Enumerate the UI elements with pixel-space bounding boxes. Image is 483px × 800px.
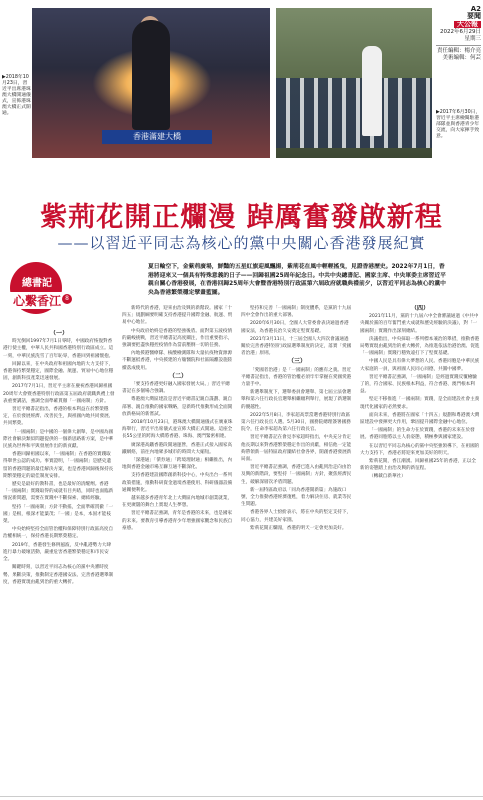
article-paragraph: 關鍵時刻，以習近平同志為核心的黨中央審時度勢、果斷決策，推動制定香港國安法、完善香港選舉制度，香港實現由亂到治的重大轉折。 [3,565,114,585]
page-section: A2 [470,5,481,13]
article-paragraph: 中國人民是具有偉大夢想的人民。香港同胞是中華民族大家庭的一員，與祖國人民同心同德，共圓中國夢。 [360,359,480,372]
article-paragraph: 2020年6月30日，全國人大常委會表決通過香港國安法，為香港長治久安奠定堅實基礎。 [241,321,349,334]
article-paragraph: 新一屆特區政府以「同為香港開新篇」為施政口號，全力推動香港經濟復甦，着力解決住房、就業等民生問題。 [241,487,352,508]
article-paragraph: 決議指出，中央採取一系列標本兼治的舉措，推動香港局勢實現由亂到治的重大轉折，為推進依法治港治澳、促進「一國兩制」實踐行穩致遠打下了堅實基礎。 [360,336,480,357]
article-paragraph: 紫荊花開，香江潮湧。回歸祖國25年的香港，正以全新的姿態踏上由治及興的新征程。 [360,459,476,472]
article-paragraph: 中央始終堅持全面管治權和保障特別行政區高度自治權相統一，保持香港長期繁榮穩定。 [3,527,114,540]
page-info [436,6,481,62]
article-paragraph: 歷史是最好的教科書，也是最好的清醒劑。香港「一國兩制」實踐取得的成就有目共睹，同時也面臨新情況新問題，需要在實踐中不斷探索、總結經驗。 [3,482,114,502]
crowd-row [276,78,432,148]
article-paragraph: 2021年11月，黨的十九屆六中全會審議通過《中共中央關於黨的百年奮鬥重大成就和歷史經驗的決議》，對「一國兩制」實踐作出深刻總結。 [360,314,479,334]
section-heading: （三） [287,358,306,366]
series-badge [2,262,74,322]
photo-banner-text: 香港滿建大橋 [133,132,181,141]
article-paragraph: 2021年3月11日，十三屆全國人大四次會議通過關於完善香港特別行政區選舉制度的決定，落實「愛國者治港」原則。 [241,336,352,357]
section-heading: （二） [168,372,187,380]
leader-figure [362,46,382,136]
article-paragraph: 香港回歸祖國以來，「一國兩制」在香港的實踐取得舉世公認的成功。事實證明，「一國兩制」是歷史遺留的香港問題的最佳解決方案，也是香港回歸後保持長期繁榮穩定的最佳制度安排。 [3,452,114,479]
article-paragraph: 時光倒回1997年7月1日零時，中國政府恢復對香港行使主權，中華人民共和國香港特別行政區成立。這一刻，中華民族洗雪了百年恥辱，香港回到祖國懷抱。 [3,339,114,359]
article-paragraph: 新時代的香港，迎來由治及興的新階段。國家「十四五」規劃綱要明確支持香港提升國際金融、航運、貿易中心地位。 [122,306,233,326]
photo-bridge-opening [32,8,270,158]
article-paragraph: 紫荊花開正爛漫，香港的明天一定會更加美好。 [250,525,347,531]
designer-credit: 美術編輯：何芸 [442,55,481,61]
article-paragraph: 「要支持香港更好融入國家發展大局。」習近平總書記在多個場合強調。 [122,382,230,395]
issue-weekday: 星期三 [464,36,481,42]
page-label: 要聞 [467,12,481,20]
article-paragraph: 習近平總書記強調，青年是香港的未來，也是國家的未來。要教育引導香港青少年增強國家觀念和民族自豪感。 [122,511,233,531]
article-paragraph: 在以習近平同志為核心的黨中央堅強領導下，在祖國的大力支持下，香港必將迎來更加美好的明天。 [360,443,480,456]
section-heading: （四） [410,305,429,312]
article-paragraph: 支持香港建設國際創新科技中心，中央出台一系列政策措施，推動科研資金過境香港使用、科研儀器設備通關便利化。 [122,473,233,493]
article-paragraph: 「一國兩制」是中國的一個偉大創舉，是中國為國際社會解決類似問題提供的一個新思路新方案，是中華民族為世界和平與發展作出的新貢獻。 [3,429,114,450]
article-paragraph: 堅持和完善「一國兩制」制度體系，是黨的十九屆四中全會作出的重大部署。 [241,306,352,319]
article-paragraph: 粵港澳大灣區建設是習近平總書記親自謀劃、親自部署、親自推動的國家戰略，是新時代推動形成全面開放新格局的新嘗試。 [122,397,233,417]
subheadline: ——以習近平同志為核心的黨中央關心香港發展紀實 [57,234,426,252]
speaker-figure [132,20,170,130]
footer-rule [0,796,483,797]
article-paragraph: 2022年5月8日，李家超高票當選香港特別行政區第六任行政長官人選。5月30日，國務院總理簽署國務院令，任命李家超為第六任行政長官。 [241,412,351,433]
section-heading: （一） [49,330,68,337]
article-paragraph: 「深港通」「債券通」「跨境理財通」相繼推出，內地與香港金融市場互聯互通不斷深化。 [122,458,233,471]
article-paragraph: 2019年，香港發生修例風波，反中亂港勢力大肆進行暴力破壞活動，嚴重危害香港繁榮穩定和市民安全。 [3,542,111,563]
photo-banner [102,130,212,144]
article-paragraph: 回歸以來，在中央政府和祖國內地的大力支持下，香港保持繁榮穩定，國際金融、航運、貿易中心地位穩固，創新科技產業迅速發展。 [3,361,114,382]
article-paragraph: 堅定不移推進「一國兩制」實踐，是全面建設社會主義現代化國家的必然要求。 [360,397,480,410]
badge-number: 8 [62,294,72,304]
article-paragraph: 新選舉制度下，選舉委員會選舉、第七屆立法會選舉和第六任行政長官選舉相繼順利舉行，展現了新選制的優越性。 [241,390,352,410]
editor-credit: 責任編輯：楊介亮 [436,45,481,55]
article-column-1 [3,330,115,792]
article-paragraph: 習近平總書記強調，香港已進入由亂到治走向由治及興的新階段，要堅持「一國兩制」方針，聚焦經濟民生，破解深層次矛盾問題。 [241,465,352,485]
article-paragraph: 習近平總書記指出，香港的根本利益在於繁榮穩定，在於發展經濟、改善民生，與祖國內地共同發展、共同繁榮。 [3,407,114,427]
article-paragraph: 內地援港醫療隊、核酸檢測隊和大量抗疫物資源源不斷運抵香港，中央援建的方艙醫院和社區隔離設施陸續落成使用。 [122,351,233,371]
issue-date: 2022年6月29日 [440,29,481,35]
article-column-3 [241,305,353,792]
article-column-2 [122,305,234,792]
intro-paragraph: 夏日輪空下，金紫荊廣場，鮮豔的五星紅旗迎風飄揚，紫荊花在風中輕輕搖曳，見證香港歷史。2022年7月1日，香港將迎來又一個具有特殊意義的日子——回歸祖國25周年紀念日。中共中央總書記、國家主席、中央軍委主席習近平親自關心香港發展，在香港回歸25周年大會暨香港特別行政區第六屆政府就職典禮前夕，以習近平同志為核心的黨中央為香港繁榮穩定擘畫藍圖。 [148,264,446,296]
article-paragraph: 中央政府始終是香港的堅強後盾。面對第五波疫情的嚴峻挑戰，習近平總書記高度關注，作出重要指示，強調要把盡快穩控疫情作為當前壓倒一切的任務。 [122,328,233,349]
article-paragraph: （轉載自新華社） [369,474,406,480]
photo-troops-greeting [276,8,432,158]
article-paragraph: 廣深港高鐵香港段開通運營，香港正式接入國家高鐵網絡，前往內地眾多城市的時間大大縮短。 [122,442,233,455]
article-paragraph: 面向未來，香港將在國家「十四五」規劃和粵港澳大灣區建設中發揮更大作用，鞏固提升國際金融中心地位。 [360,412,480,426]
article-paragraph: 越來越多香港青年北上大灣區內地城市創業就業，在更廣闊的舞台上實現人生夢想。 [122,496,233,509]
article-paragraph: 習近平總書記強調，「一國兩制」是經過實踐反覆檢驗了的，符合國家、民族根本利益，符合香港、澳門根本利益。 [360,374,477,395]
badge-bottom-text: 心繫香江 [2,292,72,309]
photo-right-caption: ▶2017年6月30日，習近平主席檢閱駐港部隊並與香港青少年交流，向大家揮手致意。 [436,110,481,139]
headline: 紫荊花開正爛漫 踔厲奮發啟新程 [40,202,443,233]
article-paragraph: 習近平總書記在會見李家超時指出，中央充分肯定他長期以來對香港繁榮穩定作出的貢獻，相信他一定能夠帶領新一屆特區政府團結社會各界，開創香港發展新局面。 [241,435,352,463]
photo-left-caption: ▶2018年10月23日，習近平出席港珠澳大橋開通儀式，宣佈港珠澳大橋正式開通。 [2,75,31,116]
article-column-4 [360,305,480,792]
article-paragraph: 「一國兩制」的生命力在於實踐，香港的未來在於發展。香港同胞將以主人翁姿態，積極參與國家建設。 [360,428,475,441]
article-paragraph: 「愛國者治港」是「一國兩制」的應有之義。習近平總書記指出，香港的管治權必須牢牢掌握在愛國愛港力量手中。 [241,367,352,388]
article-paragraph: 香港各界人士紛紛表示，將在中央的堅定支持下，同心協力，共建美好家園。 [241,510,352,523]
badge-top-text: 總書記 [22,278,52,289]
article-paragraph: 堅持「一國兩制」方針不動搖，全面準確貫徹「一國」是根，根深才能葉茂；「一國」是本，本固才能枝榮。 [3,504,114,525]
article-paragraph: 2017年7月1日，習近平主席在慶祝香港回歸祖國20周年大會暨香港特別行政區第五屆政府就職典禮上發表重要講話，強調全面準確貫徹「一國兩制」方針。 [3,384,115,404]
article-paragraph: 2018年10月23日，港珠澳大橋開通儀式在廣東珠海舉行，習近平出席儀式並宣佈大橋正式開通。這座全長55公里的跨海大橋將香港、珠海、澳門緊密相連。 [122,420,233,440]
brand-logo: 大公報 [454,21,481,28]
